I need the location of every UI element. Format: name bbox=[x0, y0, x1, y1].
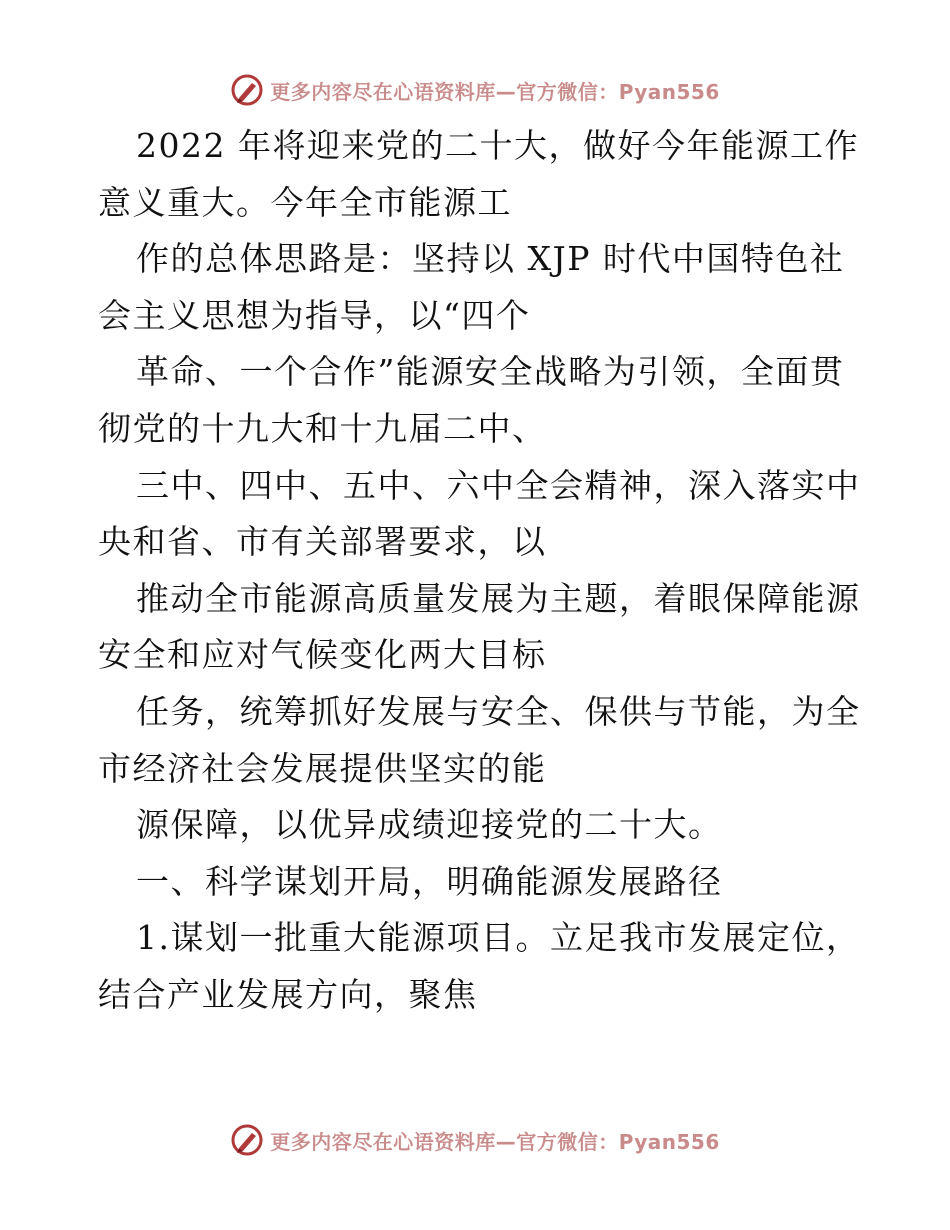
text-line: 会主义思想为指导，以“四个 bbox=[98, 295, 531, 335]
text-line: 1.谋划一批重大能源项目。立足我市发展定位， bbox=[136, 918, 861, 958]
text-line: 源保障，以优异成绩迎接党的二十大。 bbox=[136, 805, 723, 845]
text-line: 任务，统筹抓好发展与安全、保供与节能，为全 bbox=[136, 691, 861, 731]
text-line: 央和省、市有关部署要求，以 bbox=[98, 522, 547, 562]
footer-watermark bbox=[0, 1120, 950, 1160]
pen-logo-icon bbox=[230, 1123, 264, 1157]
header-watermark bbox=[0, 70, 950, 110]
watermark-text: 更多内容尽在心语资料库—官方微信：Pyan556 bbox=[270, 1129, 720, 1154]
text-line: 革命、一个合作”能源安全战略为引领，全面贯 bbox=[136, 352, 845, 392]
watermark-text: 更多内容尽在心语资料库—官方微信：Pyan556 bbox=[270, 79, 720, 104]
document-body bbox=[98, 118, 861, 1024]
text-line: 作的总体思路是：坚持以 XJP 时代中国特色社 bbox=[136, 239, 845, 279]
pen-logo-icon bbox=[230, 73, 264, 107]
text-line: 安全和应对气候变化两大目标 bbox=[98, 635, 547, 675]
text-line: 市经济社会发展提供坚实的能 bbox=[98, 748, 547, 788]
text-line: 彻党的十九大和十九届二中、 bbox=[98, 408, 547, 448]
text-line: 三中、四中、五中、六中全会精神，深入落实中 bbox=[136, 465, 861, 505]
text-line: 2022 年将迎来党的二十大，做好今年能源工作 bbox=[136, 126, 859, 165]
text-line: 意义重大。今年全市能源工 bbox=[98, 182, 512, 222]
text-line: 推动全市能源高质量发展为主题，着眼保障能源 bbox=[136, 578, 861, 618]
text-line: 结合产业发展方向，聚焦 bbox=[98, 974, 478, 1014]
text-line: 一、科学谋划开局，明确能源发展路径 bbox=[136, 861, 723, 901]
